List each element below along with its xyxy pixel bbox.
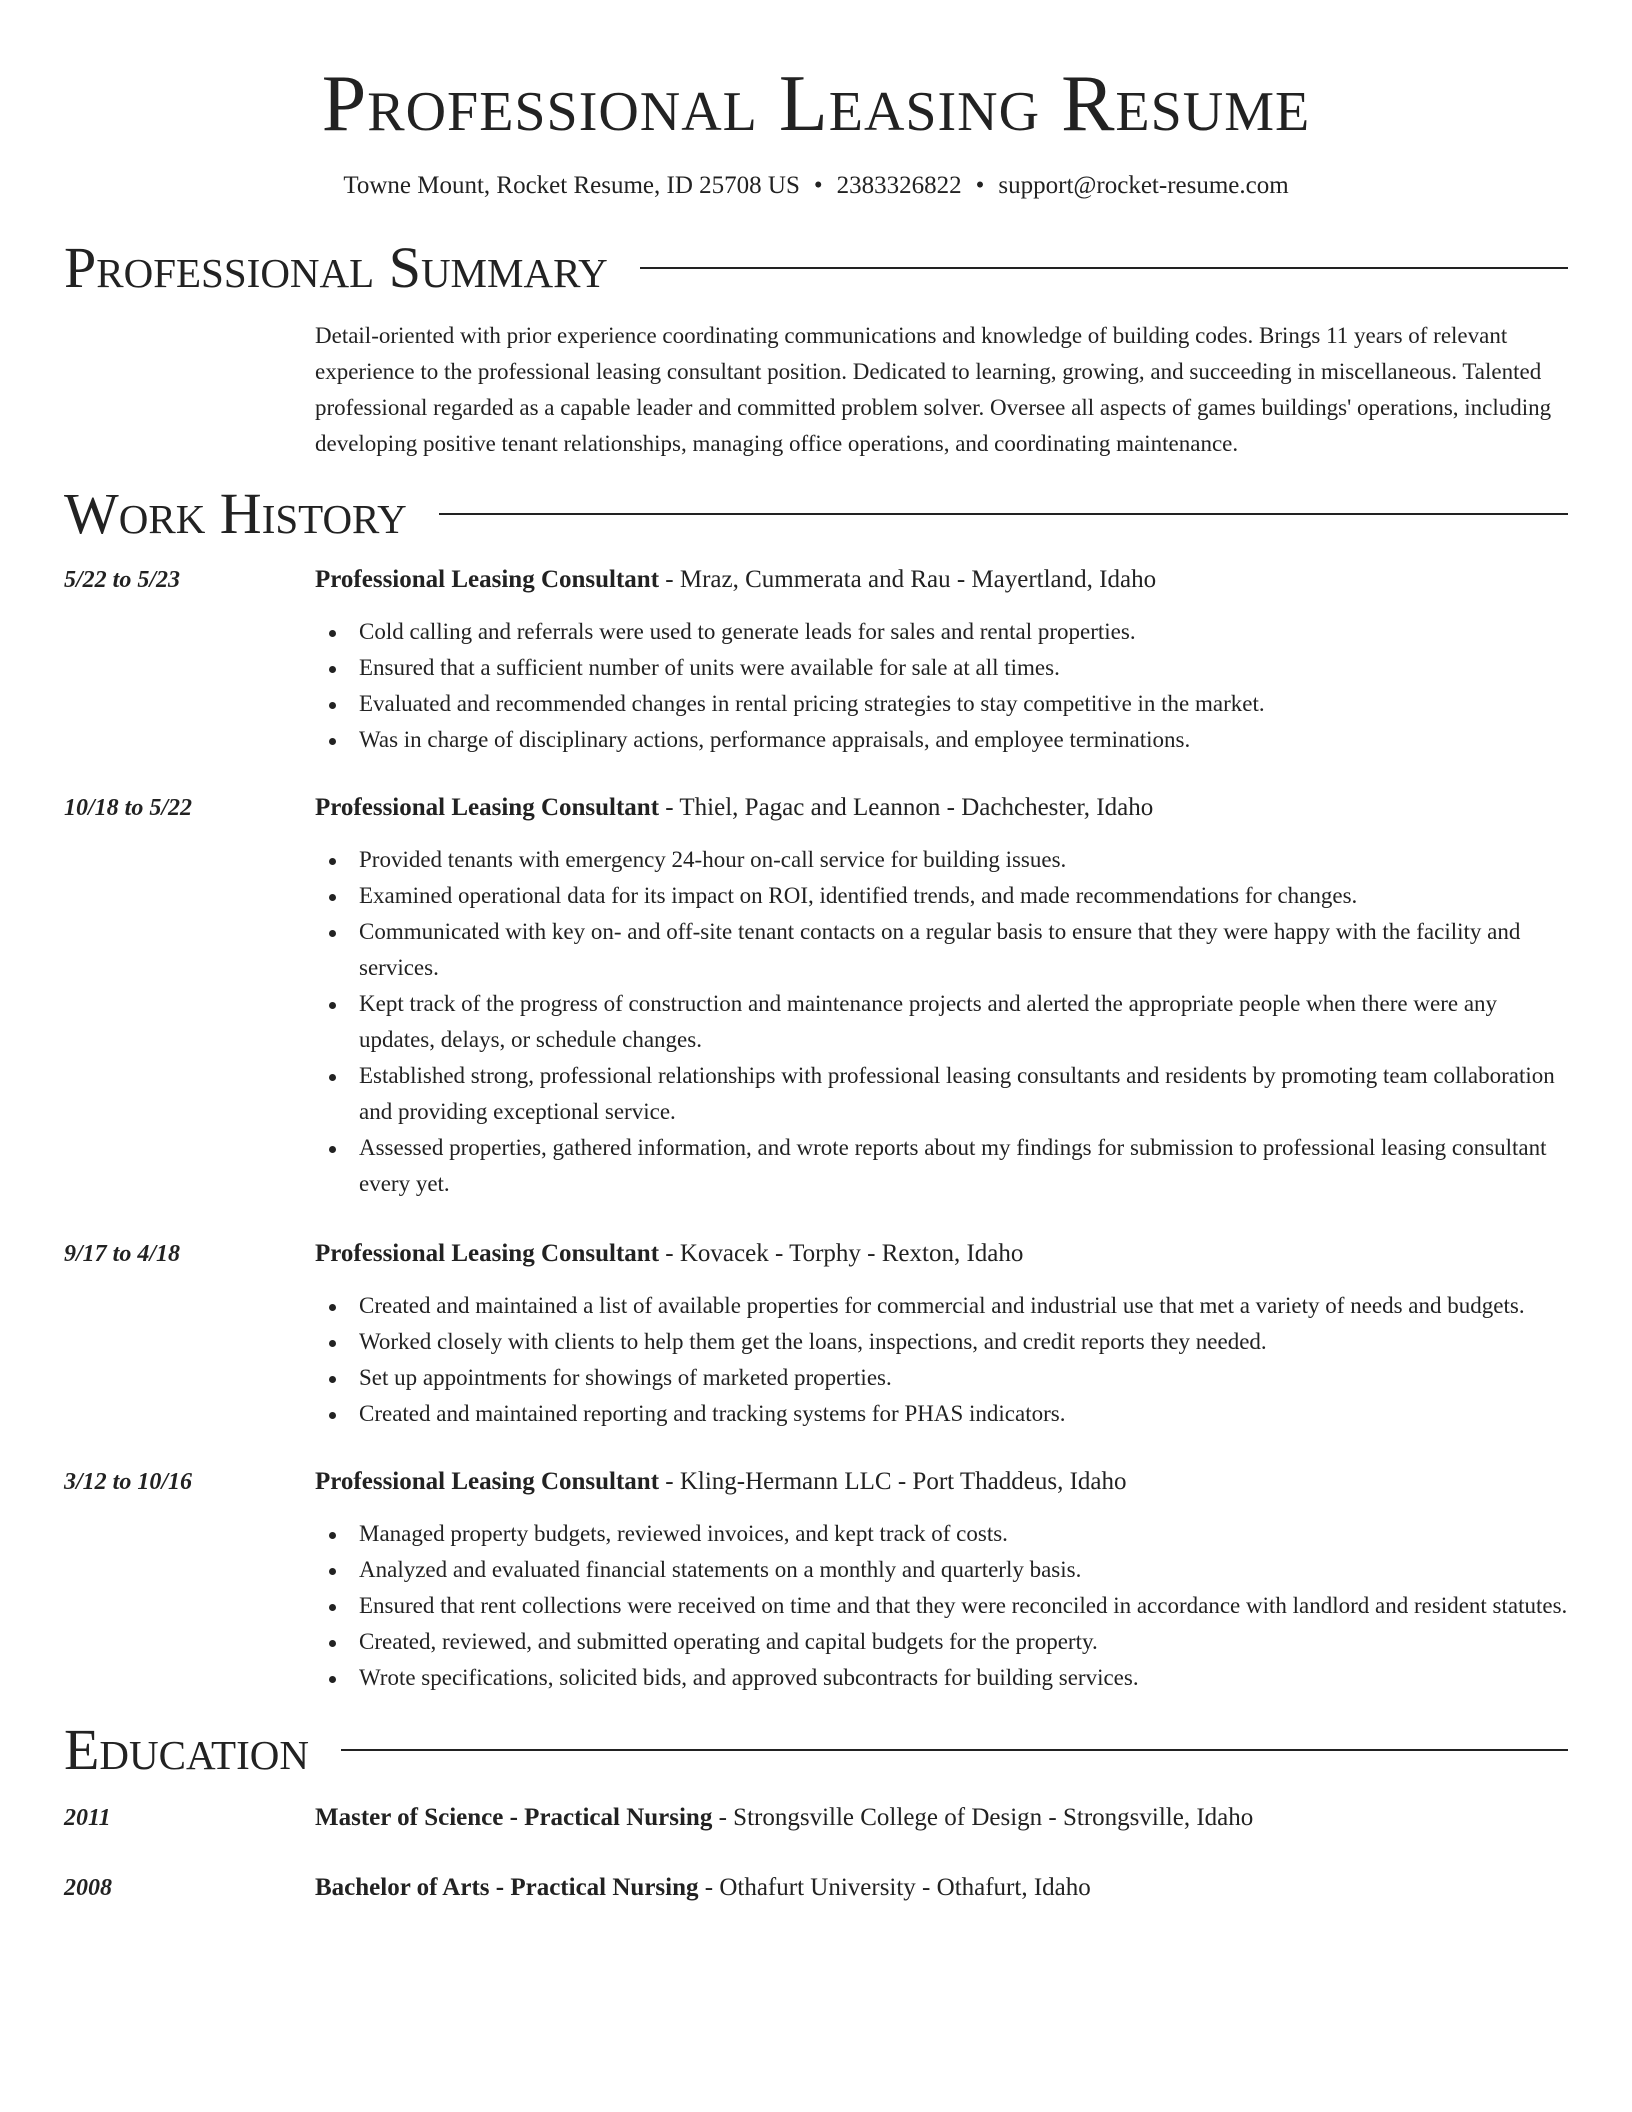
job-bullet-text: Created and maintained reporting and tracking systems for PHAS indicators. <box>359 1401 1066 1426</box>
job-dates: 10/18 to 5/22 <box>64 795 193 821</box>
bullet-icon <box>329 738 336 745</box>
education-details: - Othafurt University - Othafurt, Idaho <box>698 1874 1091 1901</box>
job-bullets <box>315 1516 1568 1696</box>
job-bullet-text: Examined operational data for its impact on ROI, identified trends, and made recommendations for changes. <box>359 883 1358 908</box>
job-bullet-text: Communicated with key on- and off-site tenant contacts on a regular basis to ensure that they were happy with the facility and services. <box>359 919 1521 980</box>
job-bullet-text: Managed property budgets, reviewed invoices, and kept track of costs. <box>359 1521 1008 1546</box>
bullet-icon <box>329 858 336 865</box>
job-bullet-text: Created and maintained a list of available properties for commercial and industrial use that met a variety of needs and budgets. <box>359 1293 1525 1318</box>
education-list <box>64 1800 1568 1906</box>
job-bullets <box>315 614 1568 758</box>
job-body <box>315 1464 1568 1696</box>
contact-address: Towne Mount, Rocket Resume, ID 25708 US <box>343 172 800 199</box>
job-body <box>315 790 1568 1202</box>
education-entry <box>64 1800 1568 1836</box>
section-divider <box>640 267 1568 269</box>
summary-text: Detail-oriented with prior experience coordinating communications and knowledge of building codes. Brings 11 years of relevant experience to the professional leasing consultant position. Dedicated to learning, growing, and succeeding in miscellaneous. Talented professional regarded as a capable leader and committed problem solver. Oversee all aspects of games buildings' operations, including developing positive tenant relationships, managing office operations, and coordinating maintenance. <box>315 323 1552 456</box>
contact-separator: • <box>975 172 985 199</box>
bullet-icon <box>329 630 336 637</box>
bullet-icon <box>329 930 336 937</box>
job-entry <box>64 1464 1568 1696</box>
job-bullets <box>315 1288 1568 1432</box>
bullet-icon <box>329 1002 336 1009</box>
job-title: Professional Leasing Consultant <box>315 1468 660 1495</box>
job-bullet <box>359 650 1568 686</box>
job-bullet-text: Set up appointments for showings of marketed properties. <box>359 1365 892 1390</box>
job-bullet <box>359 1288 1568 1324</box>
job-bullet <box>359 1058 1568 1130</box>
job-bullet <box>359 842 1568 878</box>
bullet-icon <box>329 1568 336 1575</box>
summary-heading: Professional Summary <box>64 235 608 300</box>
job-bullet <box>359 1516 1568 1552</box>
education-degree: Master of Science - Practical Nursing <box>315 1804 713 1831</box>
education-body <box>315 1870 1568 1906</box>
job-bullet <box>359 1660 1568 1696</box>
job-bullet <box>359 986 1568 1058</box>
bullet-icon <box>329 1074 336 1081</box>
job-bullet-text: Created, reviewed, and submitted operating and capital budgets for the property. <box>359 1629 1098 1654</box>
work-history-heading: Work History <box>64 481 407 546</box>
job-bullet <box>359 722 1568 758</box>
job-bullet <box>359 686 1568 722</box>
job-dates: 3/12 to 10/16 <box>64 1469 193 1495</box>
job-bullet <box>359 1588 1568 1624</box>
work-history-list <box>64 562 1568 1696</box>
job-details: - Mraz, Cummerata and Rau - Mayertland, Idaho <box>659 566 1157 593</box>
bullet-icon <box>329 1340 336 1347</box>
education-heading-line <box>315 1870 1568 1906</box>
bullet-icon <box>329 1304 336 1311</box>
education-year: 2011 <box>64 1805 111 1831</box>
section-divider <box>341 1749 1568 1751</box>
bullet-icon <box>329 1146 336 1153</box>
bullet-icon <box>329 1412 336 1419</box>
job-bullet <box>359 1324 1568 1360</box>
job-bullet-text: Wrote specifications, solicited bids, and approved subcontracts for building services. <box>359 1665 1139 1690</box>
job-details: - Kovacek - Torphy - Rexton, Idaho <box>659 1240 1024 1267</box>
job-details: - Thiel, Pagac and Leannon - Dachchester, Idaho <box>659 794 1154 821</box>
contact-separator: • <box>813 172 823 199</box>
job-dates: 9/17 to 4/18 <box>64 1241 181 1267</box>
work-history-section-header <box>64 482 1568 546</box>
job-bullet <box>359 1130 1568 1202</box>
job-title: Professional Leasing Consultant <box>315 1240 660 1267</box>
job-entry <box>64 562 1568 758</box>
job-bullet-text: Established strong, professional relationships with professional leasing consultants and residents by promoting team collaboration and providing exceptional service. <box>359 1063 1555 1124</box>
education-heading-line <box>315 1800 1568 1836</box>
bullet-icon <box>329 1640 336 1647</box>
job-entry <box>64 1236 1568 1432</box>
job-bullet <box>359 878 1568 914</box>
education-entry <box>64 1870 1568 1906</box>
job-body <box>315 562 1568 758</box>
bullet-icon <box>329 1376 336 1383</box>
job-body <box>315 1236 1568 1432</box>
job-bullet-text: Evaluated and recommended changes in rental pricing strategies to stay competitive in the market. <box>359 691 1265 716</box>
job-bullets <box>315 842 1568 1202</box>
contact-email: support@rocket-resume.com <box>998 172 1289 199</box>
job-bullet-text: Analyzed and evaluated financial statements on a monthly and quarterly basis. <box>359 1557 1082 1582</box>
education-section-header <box>64 1718 1568 1782</box>
job-title: Professional Leasing Consultant <box>315 794 660 821</box>
job-bullet <box>359 614 1568 650</box>
section-divider <box>439 513 1568 515</box>
job-heading <box>315 1236 1568 1272</box>
summary-section-header <box>64 236 1568 300</box>
job-heading <box>315 790 1568 826</box>
job-bullet <box>359 1396 1568 1432</box>
job-bullet-text: Was in charge of disciplinary actions, performance appraisals, and employee terminations. <box>359 727 1191 752</box>
job-entry <box>64 790 1568 1202</box>
contact-line <box>64 170 1568 202</box>
job-heading <box>315 562 1568 598</box>
job-bullet-text: Provided tenants with emergency 24-hour on-call service for building issues. <box>359 847 1067 872</box>
contact-phone: 2383326822 <box>836 172 962 199</box>
job-bullet-text: Ensured that a sufficient number of units were available for sale at all times. <box>359 655 1060 680</box>
bullet-icon <box>329 1676 336 1683</box>
bullet-icon <box>329 1532 336 1539</box>
job-heading <box>315 1464 1568 1500</box>
job-bullet-text: Assessed properties, gathered information, and wrote reports about my findings for submission to professional leasing consultant every yet. <box>359 1135 1547 1196</box>
education-heading: Education <box>64 1717 309 1782</box>
education-details: - Strongsville College of Design - Strongsville, Idaho <box>712 1804 1254 1831</box>
education-year: 2008 <box>64 1875 112 1901</box>
job-title: Professional Leasing Consultant <box>315 566 660 593</box>
job-dates: 5/22 to 5/23 <box>64 567 181 593</box>
job-bullet-text: Ensured that rent collections were received on time and that they were reconciled in accordance with landlord and resident statutes. <box>359 1593 1568 1618</box>
bullet-icon <box>329 666 336 673</box>
bullet-icon <box>329 894 336 901</box>
bullet-icon <box>329 1604 336 1611</box>
job-details: - Kling-Hermann LLC - Port Thaddeus, Idaho <box>659 1468 1127 1495</box>
job-bullet-text: Worked closely with clients to help them get the loans, inspections, and credit reports they needed. <box>359 1329 1267 1354</box>
education-degree: Bachelor of Arts - Practical Nursing <box>315 1874 699 1901</box>
job-bullet <box>359 1552 1568 1588</box>
job-bullet <box>359 1624 1568 1660</box>
job-bullet-text: Cold calling and referrals were used to generate leads for sales and rental properties. <box>359 619 1136 644</box>
resume-title: Professional Leasing Resume <box>321 60 1311 148</box>
bullet-icon <box>329 702 336 709</box>
education-body <box>315 1800 1568 1836</box>
job-bullet <box>359 914 1568 986</box>
job-bullet-text: Kept track of the progress of construction and maintenance projects and alerted the appropriate people when there were any updates, delays, or schedule changes. <box>359 991 1498 1052</box>
job-bullet <box>359 1360 1568 1396</box>
